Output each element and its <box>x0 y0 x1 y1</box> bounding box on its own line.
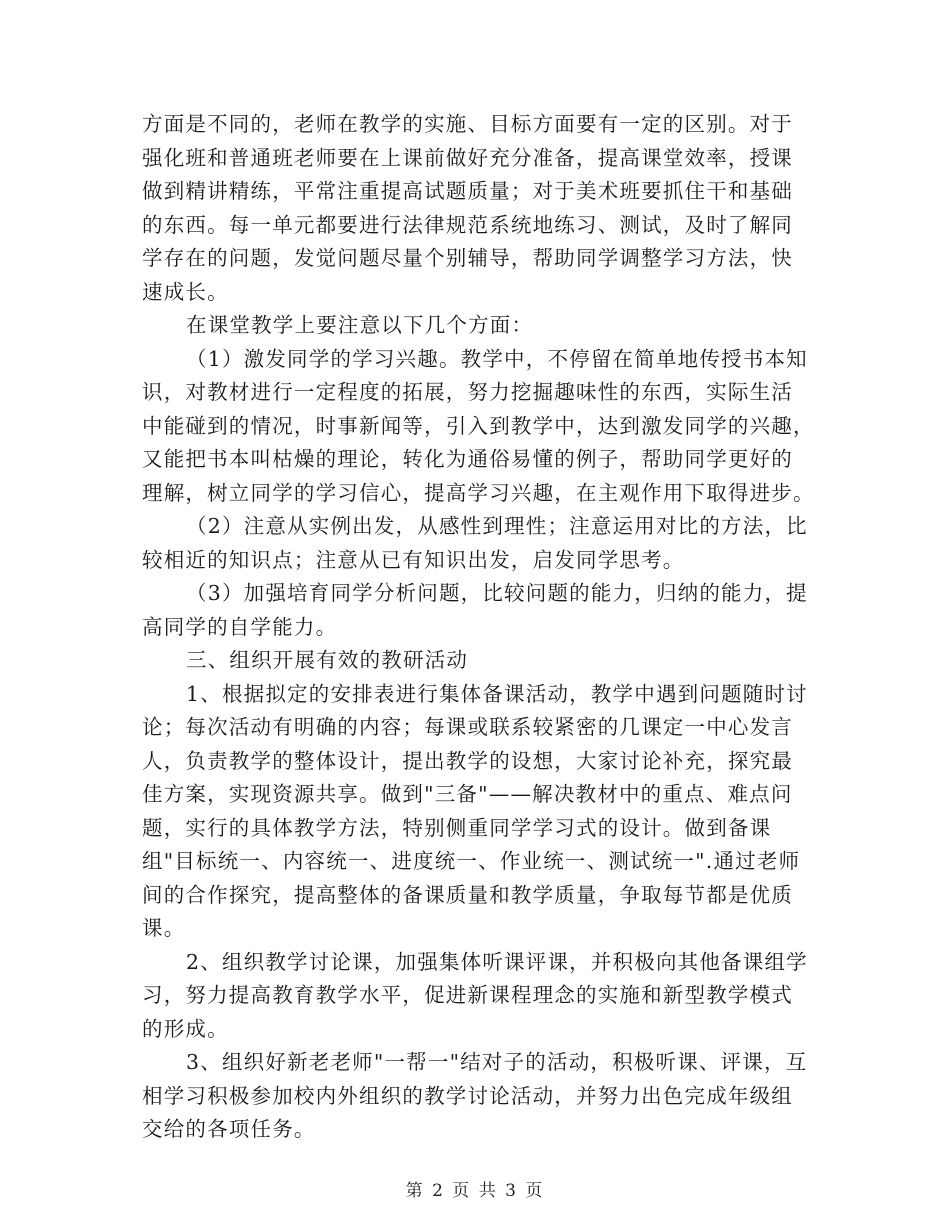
text-line: 在课堂教学上要注意以下几个方面： <box>186 313 534 337</box>
text-line: 高同学的自学能力。 <box>142 614 338 639</box>
text-line: 方面是不同的，老师在教学的实施、目标方面要有一定的区别。对于 <box>142 112 793 136</box>
document-body <box>142 108 815 1147</box>
text-line: 又能把书本叫枯燥的理论，转化为通俗易懂的例子，帮助同学更好的 <box>142 447 793 471</box>
text-line: 强化班和普通班老师要在上课前做好充分准备，提高课堂效率，授课 <box>142 145 793 170</box>
text-line: 三、组织开展有效的教研活动 <box>186 648 469 672</box>
text-line: 的东西。每一单元都要进行法律规范系统地练习、测试，及时了解同 <box>142 212 793 237</box>
text-line: 习，努力提高教育教学水平，促进新课程理念的实施和新型教学模式 <box>142 983 793 1007</box>
text-line: 间的合作探究，提高整体的备课质量和教学质量，争取每节都是优质 <box>142 882 793 907</box>
text-line: 组"目标统一、内容统一、进度统一、作业统一、测试统一".通过老师 <box>142 849 801 873</box>
text-line: 理解，树立同学的学习信心，提高学习兴趣，在主观作用下取得进步。 <box>142 480 815 505</box>
text-line: （2）注意从实例出发，从感性到理性；注意运用对比的方法，比 <box>186 514 808 538</box>
text-line: 3、组织好新老老师"一帮一"结对子的活动，积极听课、评课，互 <box>186 1050 808 1074</box>
text-line: 人，负责教学的整体设计，提出教学的设想，大家讨论补充，探究最 <box>142 748 793 773</box>
text-line: 佳方案，实现资源共享。做到"三备"——解决教材中的重点、难点问 <box>142 782 793 806</box>
text-line: 1、根据拟定的安排表进行集体备课活动，教学中遇到问题随时讨 <box>186 681 808 706</box>
text-line: 做到精讲精练，平常注重提高试题质量；对于美术班要抓住干和基础 <box>142 179 793 203</box>
text-line: 的形成。 <box>142 1016 229 1041</box>
text-line: 课。 <box>142 916 186 940</box>
text-line: 2、组织教学讨论课，加强集体听课评课，并积极向其他备课组学 <box>186 949 808 974</box>
text-line: 交给的各项任务。 <box>142 1117 316 1141</box>
text-line: （1）激发同学的学习兴趣。教学中，不停留在简单地传授书本知 <box>186 346 808 371</box>
text-line: 论；每次活动有明确的内容；每课或联系较紧密的几课定一中心发言 <box>142 715 793 739</box>
text-line: 相学习积极参加校内外组织的教学讨论活动，并努力出色完成年级组 <box>142 1083 793 1108</box>
text-line: 速成长。 <box>142 279 229 304</box>
text-line: 识，对教材进行一定程度的拓展，努力挖掘趣味性的东西，实际生活 <box>142 380 793 404</box>
page-number-footer: 第 2 页 共 3 页 <box>405 1181 545 1201</box>
text-line: 学存在的问题，发觉问题尽量个别辅导，帮助同学调整学习方法，快 <box>142 246 793 270</box>
text-line: 题，实行的具体教学方法，特别侧重同学学习式的设计。做到备课 <box>142 815 772 840</box>
text-line: （3）加强培育同学分析问题，比较问题的能力，归纳的能力，提 <box>186 581 808 605</box>
text-line: 较相近的知识点；注意从已有知识出发，启发同学思考。 <box>142 547 685 572</box>
text-line: 中能碰到的情况，时事新闻等，引入到教学中，达到激发同学的兴趣， <box>142 413 815 438</box>
